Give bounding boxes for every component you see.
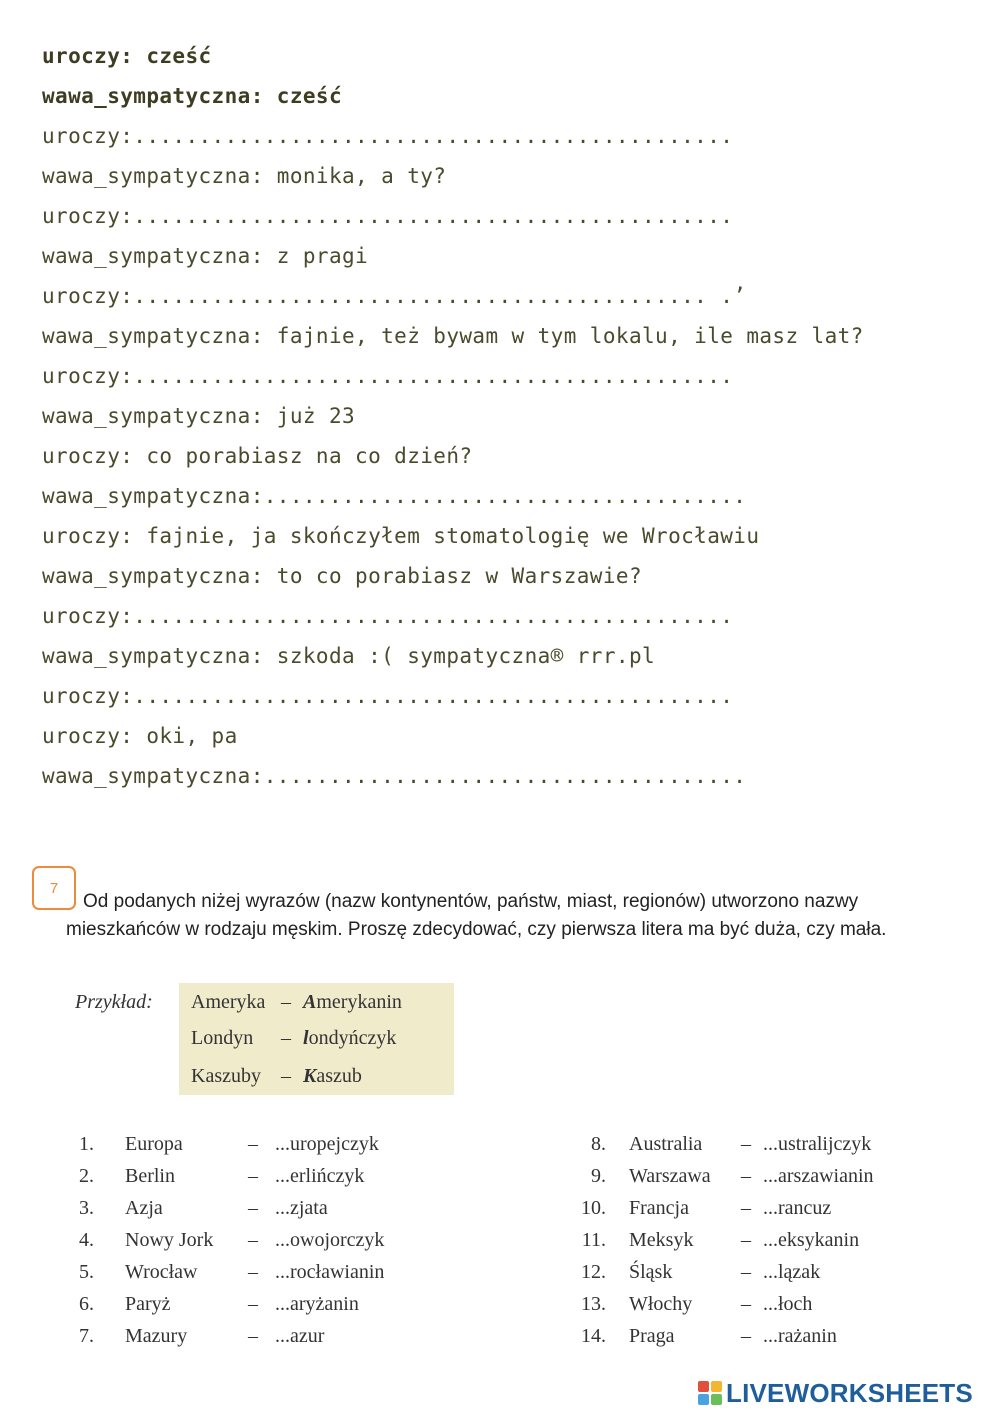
task-dash: – (248, 1165, 258, 1187)
chat-line: uroczy:.............................................. (42, 684, 734, 708)
task-dash: – (741, 1293, 751, 1315)
task-word: Włochy (629, 1293, 693, 1315)
example-word: Kaszuby (191, 1065, 261, 1087)
task-number: 12. (581, 1261, 606, 1283)
example-letter: K (303, 1065, 317, 1087)
task-dash: – (248, 1293, 258, 1315)
example-dash: – (281, 1027, 291, 1049)
exercise-number-badge: 7 (32, 866, 76, 910)
task-number: 14. (581, 1325, 606, 1347)
task-number: 6. (79, 1293, 94, 1315)
logo-square (711, 1394, 722, 1405)
chat-line: wawa_sympatyczna: to co porabiasz w Warszawie? (42, 564, 642, 588)
task-number: 8. (591, 1133, 606, 1155)
task-answer-blank[interactable]: ...owojorczyk (275, 1229, 385, 1251)
task-answer-blank[interactable]: ...rocławianin (275, 1261, 385, 1283)
task-number: 2. (79, 1165, 94, 1187)
task-dash: – (248, 1229, 258, 1251)
chat-line: uroczy: cześć (42, 44, 212, 68)
example-row (191, 1065, 362, 1088)
chat-transcript (42, 40, 942, 800)
instruction-line-1: Od podanych niżej wyrazów (nazw kontynentów, państw, miast, regionów) utworzono nazwy (83, 891, 859, 912)
chat-line: wawa_sympatyczna: fajnie, też bywam w tym lokalu, ile masz lat? (42, 324, 864, 348)
task-answer-blank[interactable]: ...erlińczyk (275, 1165, 365, 1187)
chat-line: wawa_sympatyczna: cześć (42, 84, 342, 108)
example-dash: – (281, 1065, 291, 1087)
task-dash: – (741, 1133, 751, 1155)
task-word: Australia (629, 1133, 703, 1155)
example-word: Londyn (191, 1027, 254, 1049)
task-answer-blank[interactable]: ...rancuz (763, 1197, 832, 1219)
task-number: 1. (79, 1133, 94, 1155)
logo-square (698, 1394, 709, 1405)
example-rest: aszub (316, 1065, 362, 1087)
task-dash: – (741, 1261, 751, 1283)
example-label: Przykład: (75, 991, 153, 1013)
task-word: Paryż (125, 1293, 171, 1315)
chat-line: uroczy:.............................................. (42, 124, 734, 148)
task-number: 9. (591, 1165, 606, 1187)
example-word: Ameryka (191, 991, 266, 1013)
task-word: Wrocław (125, 1261, 198, 1283)
chat-line: wawa_sympatyczna:..................................... (42, 764, 747, 788)
task-number: 3. (79, 1197, 94, 1219)
example-rest: merykanin (316, 991, 402, 1013)
task-number: 4. (79, 1229, 94, 1251)
task-word: Berlin (125, 1165, 175, 1187)
task-number: 11. (581, 1229, 606, 1251)
task-dash: – (741, 1229, 751, 1251)
liveworksheets-logo-icon (698, 1381, 722, 1405)
task-number: 5. (79, 1261, 94, 1283)
liveworksheets-watermark (698, 1378, 973, 1408)
chat-line: wawa_sympatyczna: z pragi (42, 244, 369, 268)
task-answer-blank[interactable]: ...lązak (763, 1261, 821, 1283)
task-word: Meksyk (629, 1229, 694, 1251)
task-word: Nowy Jork (125, 1229, 214, 1251)
task-dash: – (248, 1261, 258, 1283)
task-dash: – (248, 1325, 258, 1347)
chat-line: wawa_sympatyczna:..................................... (42, 484, 747, 508)
logo-square (711, 1381, 722, 1392)
task-answer-blank[interactable]: ...azur (275, 1325, 325, 1347)
example-letter: A (303, 991, 317, 1013)
chat-line: wawa_sympatyczna: szkoda :( sympatyczna® rrr.pl (42, 644, 656, 668)
task-dash: – (741, 1197, 751, 1219)
task-word: Azja (125, 1197, 163, 1219)
example-letter: l (303, 1027, 309, 1049)
task-answer-blank[interactable]: ...zjata (275, 1197, 328, 1219)
example-dash: – (281, 991, 291, 1013)
task-word: Mazury (125, 1325, 188, 1347)
task-answer-blank[interactable]: ...arszawianin (763, 1165, 874, 1187)
example-box (179, 983, 454, 1095)
example-row (191, 1027, 396, 1050)
task-answer-blank[interactable]: ...aryżanin (275, 1293, 359, 1315)
chat-line: wawa_sympatyczna: już 23 (42, 404, 356, 428)
task-word: Śląsk (629, 1261, 673, 1283)
task-answer-blank[interactable]: ...uropejczyk (275, 1133, 379, 1155)
chat-line: uroczy: co porabiasz na co dzień? (42, 444, 473, 468)
task-word: Warszawa (629, 1165, 711, 1187)
chat-line: uroczy:............................................ .’ (42, 284, 747, 308)
example-row (191, 991, 402, 1014)
task-number: 7. (79, 1325, 94, 1347)
chat-line: uroczy: fajnie, ja skończyłem stomatologię we Wrocławiu (42, 524, 760, 548)
logo-square (698, 1381, 709, 1392)
chat-line: uroczy:.............................................. (42, 364, 734, 388)
task-answer-blank[interactable]: ...ustralijczyk (763, 1133, 872, 1155)
watermark-text: LIVEWORKSHEETS (726, 1377, 973, 1408)
task-word: Francja (629, 1197, 689, 1219)
chat-line: uroczy:.............................................. (42, 204, 734, 228)
task-number: 10. (581, 1197, 606, 1219)
instruction-line-2: mieszkańców w rodzaju męskim. Proszę zdecydować, czy pierwsza litera ma być duża, czy mała. (66, 919, 887, 940)
chat-line: wawa_sympatyczna: monika, a ty? (42, 164, 447, 188)
chat-line: uroczy: oki, pa (42, 724, 238, 748)
task-answer-blank[interactable]: ...rażanin (763, 1325, 837, 1347)
task-answer-blank[interactable]: ...eksykanin (763, 1229, 860, 1251)
task-dash: – (248, 1133, 258, 1155)
task-dash: – (741, 1325, 751, 1347)
task-number: 13. (581, 1293, 606, 1315)
task-dash: – (741, 1165, 751, 1187)
chat-line: uroczy:.............................................. (42, 604, 734, 628)
task-word: Praga (629, 1325, 675, 1347)
task-answer-blank[interactable]: ...łoch (763, 1293, 813, 1315)
example-rest: ondyńczyk (308, 1027, 397, 1049)
task-dash: – (248, 1197, 258, 1219)
task-word: Europa (125, 1133, 183, 1155)
